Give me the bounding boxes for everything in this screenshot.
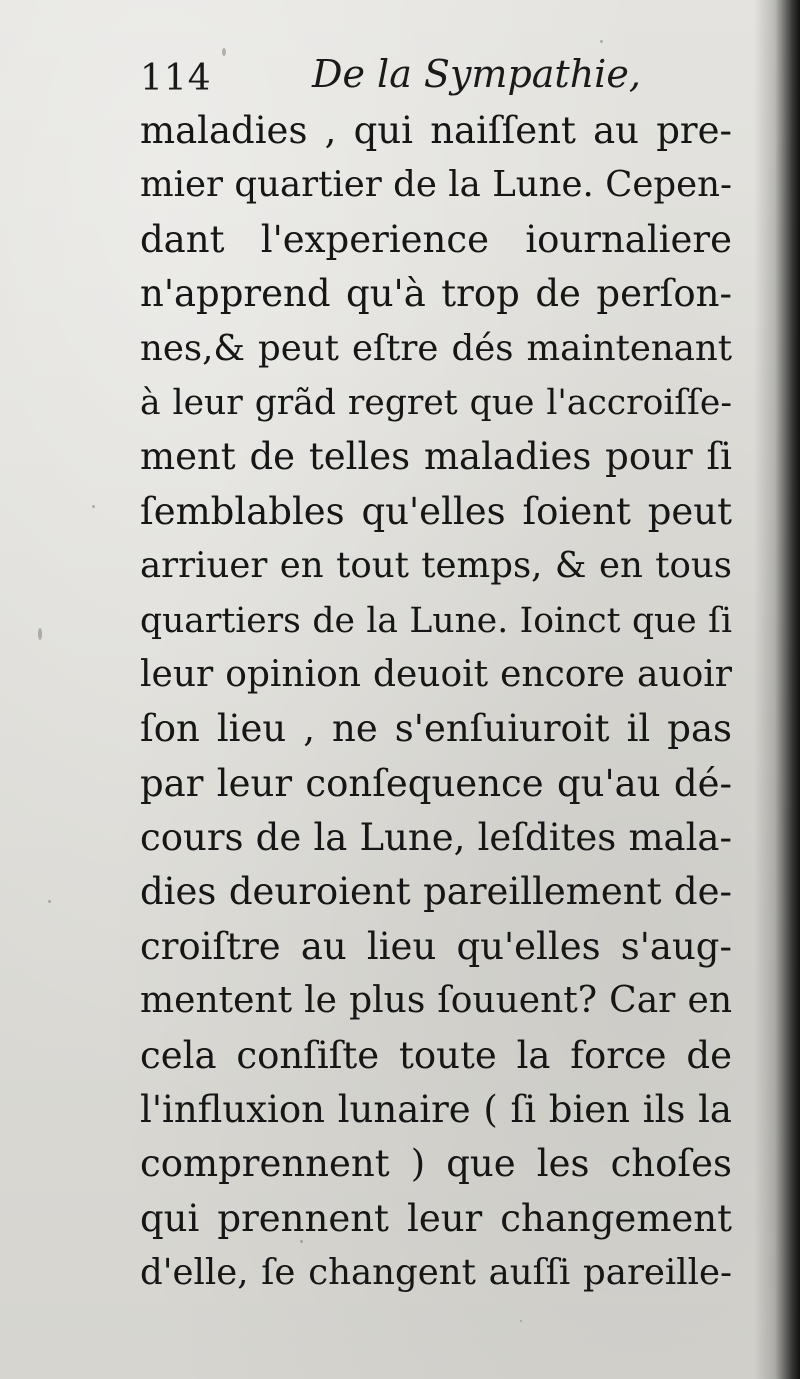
- running-title: De la Sympathie,: [312, 52, 641, 96]
- text-line: à leur grãd regret que l'accroiſſe-: [140, 382, 732, 423]
- page-header: [140, 46, 641, 102]
- body-text: [140, 104, 732, 1301]
- page-number: 114: [140, 58, 212, 99]
- text-line: leur opinion deuoit encore auoir: [140, 653, 732, 695]
- text-line: arriuer en tout temps, & en tous: [140, 545, 732, 587]
- binding-edge-shadow: [754, 0, 800, 1379]
- text-line: par leur conſequence qu'au dé-: [140, 761, 732, 805]
- text-line: quartiers de la Lune. Ioinct que ſi: [140, 600, 732, 641]
- text-line: ſon lieu , ne s'enſuiuroit il pas: [140, 707, 732, 751]
- text-line: cours de la Lune, leſdites mala-: [140, 816, 732, 860]
- text-line: croiſtre au lieu qu'elles s'aug-: [140, 924, 732, 968]
- text-line: l'influxion lunaire ( ſi bien ils la: [140, 1088, 732, 1132]
- text-line: dies deuroient pareillement de-: [140, 870, 732, 914]
- text-line: nes,& peut eſtre dés maintenant: [140, 327, 732, 369]
- paper-speck: [520, 1320, 522, 1322]
- paper-speck: [48, 900, 51, 903]
- text-line: comprennent ) que les choſes: [140, 1142, 732, 1186]
- text-line: cela conſiſte toute la force de: [140, 1033, 732, 1077]
- paper-speck: [38, 628, 42, 640]
- text-line: d'elle, ſe changent auſſi pareille-: [140, 1252, 732, 1294]
- paper-speck: [600, 40, 603, 43]
- text-line: ſemblables qu'elles ſoient peut: [140, 489, 732, 533]
- text-line: mentent le plus ſouuent? Car en: [140, 980, 732, 1022]
- text-line: mier quartier de la Lune. Cepen-: [140, 164, 732, 206]
- text-line: dant l'experience iournaliere: [140, 217, 732, 261]
- text-line: qui prennent leur changement: [140, 1196, 732, 1240]
- text-line: maladies , qui naiſſent au pre-: [140, 109, 732, 152]
- text-line: n'apprend qu'à trop de perſon-: [140, 272, 732, 316]
- paper-speck: [92, 505, 95, 508]
- text-line: ment de telles maladies pour ſi: [140, 435, 732, 479]
